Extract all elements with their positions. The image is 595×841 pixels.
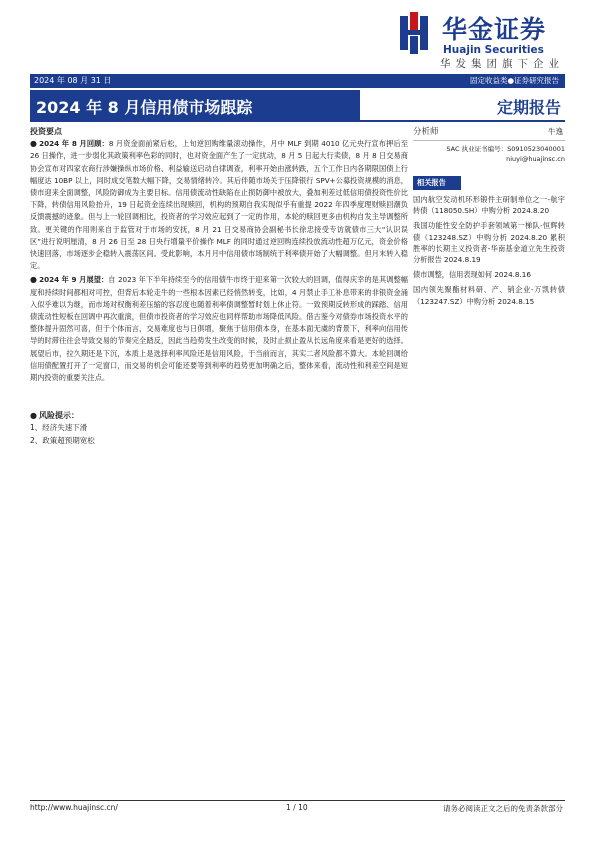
review-paragraph — [30, 138, 408, 272]
risk-item: 1、经济失速下滑 — [30, 423, 88, 433]
related-report-item[interactable]: 国内领先聚酯材料研、产、销企业-万凯转债（123247.SZ）中购分析 2024.8.15 — [413, 285, 565, 306]
title-box — [30, 90, 360, 120]
review-lead: 2024 年 8 月回顾： — [39, 139, 109, 149]
title-row — [30, 90, 565, 120]
bullet-icon: ● — [30, 411, 37, 421]
report-category: 固定收益类●证券研究报告 — [469, 76, 559, 85]
related-reports-title: 相关报告 — [413, 176, 461, 190]
risk-title: 风险提示： — [38, 411, 79, 421]
related-report-item[interactable]: 我国功能性安全防护手套领域第一梯队-恒辉转债（123248.SZ）中购分析 2024.8.20 累积胜率的长期主义投资者-华南基金道立先生投资分析报告 2024.8.19 — [413, 221, 565, 265]
sac-number: SAC 执业证书编号：S0910523040001 — [446, 145, 565, 153]
footer-rule — [30, 800, 565, 801]
bullet-icon: ● — [30, 139, 38, 149]
analyst-label: 分析师 — [413, 127, 439, 137]
brand-name-cn: 华金证券 — [442, 15, 547, 44]
slogan: 华发集团旗下企业 — [440, 58, 564, 70]
bullet-icon: ● — [30, 275, 38, 285]
outlook-paragraph — [30, 274, 408, 384]
main-content — [30, 126, 408, 806]
section-title: 投资要点 — [30, 127, 62, 136]
related-report-item[interactable]: 债市调整，信用表现如何 2024.8.16 — [413, 270, 531, 280]
title-rule — [30, 120, 565, 122]
outlook-lead: 2024 年 9 月展望： — [39, 275, 109, 285]
huajin-logo-icon — [398, 10, 438, 56]
analyst-email[interactable]: niuyi@huajinsc.cn — [506, 154, 565, 163]
company-logo — [398, 10, 563, 62]
footer-disclaimer: 请务必阅读正文之后的免责条款部分 — [443, 804, 563, 813]
analyst-row — [413, 126, 565, 141]
sidebar — [413, 126, 565, 307]
review-text: 8 月资金面前紧后松，上旬逆回购维量滚动操作，月中 MLF 到期 4010 亿元央行宣布押后至 26 日操作，进一步弱化其政策利率色彩的同时，也对资金面产生了一定扰动，8 月 5 日起大行卖债，8 月 8 日交易商协会宣布对四家农商行涉嫌操纵市场价格、利益输送启动自律调查，利率开始由涨转跌，五个工作日内各期限国债上行幅度达 10BP 以上，同时成交笔数大幅下降，交易情绪转冷。其后伴随市场关于压降银行 SPV+公募投资规模的消息，债市迎来全面调整，风险防御成为主要目标。信用债流动性缺陷在止损防御中被放大，叠加利差过低信用债投资性价比下降，转债信用风险抬升，19 日起资金连续出现赎回，机构的预期自我实现似乎有重提 2022 年四季度理财赎回潮负反馈震撼的迹象。但与上一轮回调相比，投资者的学习效应起到了一定的作用，本轮的赎回更多由机构自发主导调整所致。更关键的作用则来自于监管对于市场的安抚，8 月 21 日交易商协会副秘书长徐忠接受专访就债市三大“认识误区”进行说明厘清，8 月 26 日至 28 日央行增量平价操作 MLF 的同时通过逆回购连续投放流动性超万亿元，资金价格快速回落，市场逐步企稳转入震荡区间。受此影响，本月月中信用债市场制统于利率债开始了大幅调整。但月末转入稳定。 — [30, 139, 409, 271]
outlook-text: 自 2023 年下半年持续至今的信用债牛市终于迎来第一次较大的回调，值得庆幸的是其调整幅度和持续时间都相对可控，但背后本轮走牛的一些根本因素已经悄然转变，比如，4 月禁止手工补息带来的非银资金涌入似乎难以为继，而市场对权衡利差压缩的容忍度也随着利率债调整暂时划上休止符。一致预期反转形成的踩踏、信用债流动性短板在回调中再次重演，但债市投资者的学习效应也同样帮助市场降低风险。借古鉴今对债券市场投资水平的整体提升固然可喜，但于个体而言，交易难度也与日俱增，聚焦于信用债本身，在基本面无虞的背景下，利率向信用传导的时滞往往会导致交易的节奏完全踏反，因此当趋势发生改变的时候，及时止损止盈从长远角度来看是更好的选择。展望后市，拉久期还是下沉，本质上是选择利率风险还是信用风险，于当前而言，其实二者风险都不算大。本轮回调给信用债配置打开了一定窗口，而交易的机会可能还要等到利率的趋势更加明确之后，整体来看，流动性和利差空间是短期内投资的重要关注点。 — [30, 275, 408, 383]
report-date: 2024 年 08 月 31 日 — [34, 76, 112, 85]
risk-item: 2、政策超预期宽松 — [30, 435, 95, 445]
page-number: 1 / 10 — [286, 803, 308, 812]
date-bar — [30, 74, 565, 88]
report-type: 定期报告 — [496, 98, 561, 117]
analyst-name: 牛逸 — [548, 127, 563, 136]
risk-section — [30, 410, 408, 422]
brand-name-en: Huajin Securities — [443, 44, 544, 56]
related-report-item[interactable]: 国内航空发动机环形锻件主研制单位之一-航宇转债（118050.SH）中购分析 2024.8.20 — [413, 195, 565, 216]
analyst-credentials — [413, 145, 565, 164]
page-title: 2024 年 8 月信用债市场跟踪 — [36, 98, 253, 117]
footer-url[interactable]: http://www.huajinsc.cn/ — [30, 803, 118, 812]
